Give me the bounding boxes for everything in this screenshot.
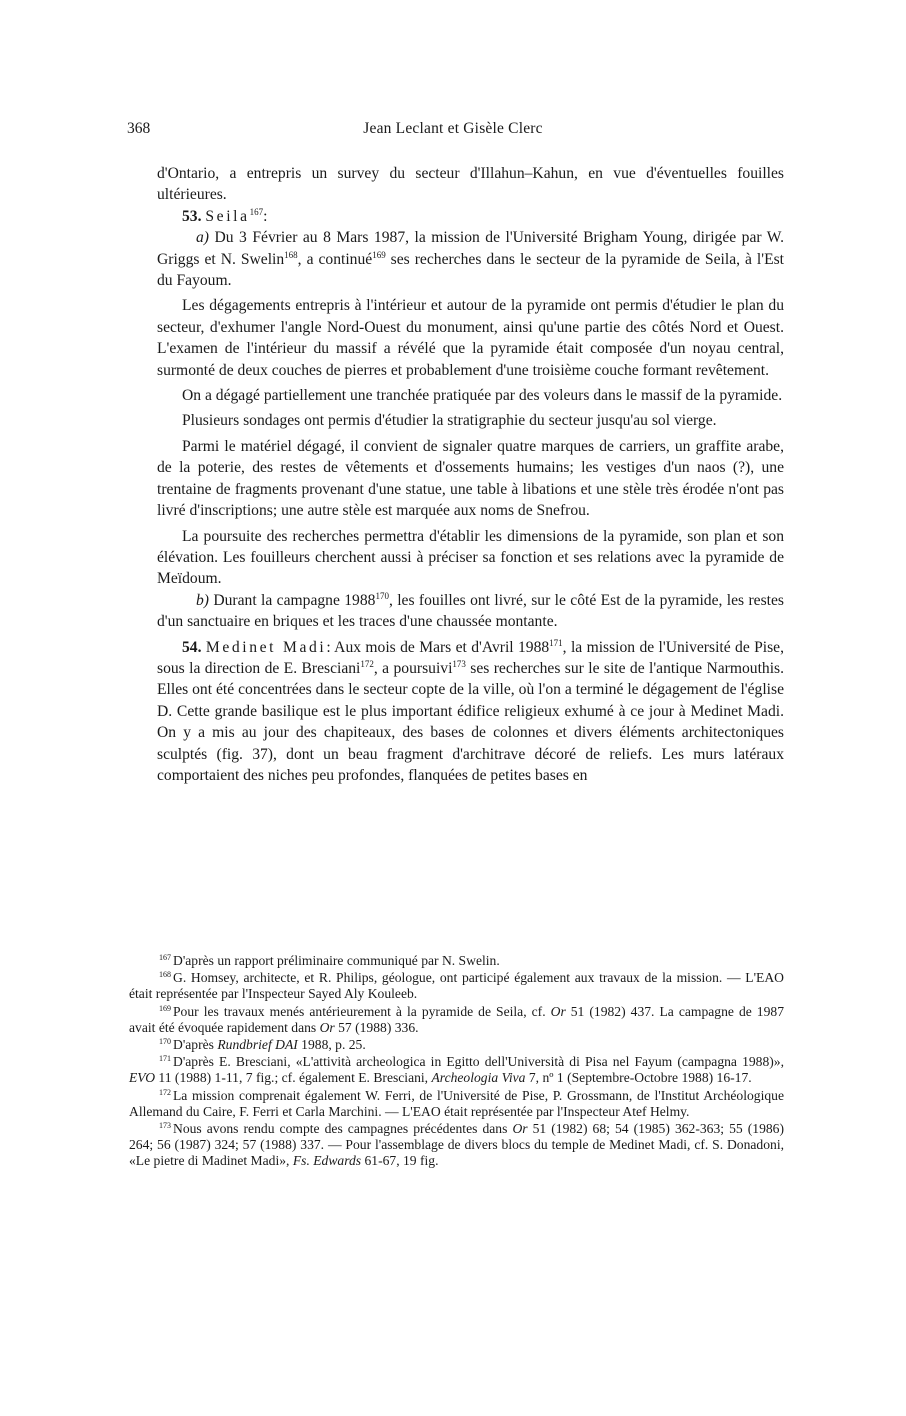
paragraph-53b-text-1: Durant la campagne 1988 bbox=[213, 591, 376, 609]
paragraph-tranchee: On a dégagé partiellement une tranchée pratiquée par des voleurs dans le massif de la pyramide. bbox=[182, 387, 783, 405]
footnote-171-text-2: 11 (1988) 1-11, 7 fig.; cf. également E. Bresciani, bbox=[155, 1070, 432, 1086]
paragraph-53a-text-1: Du 3 Février au 8 Mars 1987, la mission de l'Université Brigham Young, dirigée par W. Griggs et N. Swelin bbox=[157, 229, 784, 268]
paragraph-poursuite: La poursuite des recherches permettra d'établir les dimensions de la pyramide, son plan et son élévation. Les fouilleurs cherchent aussi à préciser sa fonction et ses relations avec la pyramide de Meïdoum. bbox=[157, 527, 784, 588]
footnote-171-text-1: D'après E. Bresciani, «L'attività archeologica in Egitto dell'Università di Pisa nel Fayum (campagna 1988)», bbox=[173, 1054, 784, 1070]
paragraph-materiel: Parmi le matériel dégagé, il convient de signaler quatre marques de carriers, un graffite arabe, de la poterie, des restes de vêtements et d'ossements humains; les vestiges d'un naos (?), une trentaine de fragments provenant d'une statue, une table à libations et une stèle très érodée n'ont pas livré d'inscriptions; une autre stèle est marquée aux noms de Snefrou. bbox=[157, 437, 784, 520]
section-54-number: 54. bbox=[182, 638, 202, 656]
running-head: Jean Leclant et Gisèle Clerc bbox=[363, 120, 543, 137]
paragraph-53a-text-2: , a continué bbox=[297, 250, 373, 268]
footnote-171-number: 171 bbox=[159, 1054, 171, 1064]
footnote-173 bbox=[129, 1121, 784, 1170]
footnote-169-journal-1: Or bbox=[550, 1003, 566, 1019]
footnote-167 bbox=[129, 953, 784, 969]
footnote-172-number: 172 bbox=[159, 1087, 171, 1097]
footnote-169-text-1: Pour les travaux menés antérieurement à la pyramide de Seila, cf. bbox=[173, 1003, 551, 1019]
page-number: 368 bbox=[127, 120, 151, 137]
footnote-172 bbox=[129, 1088, 784, 1120]
footnote-171-magazine: Archeologia Viva bbox=[431, 1070, 526, 1086]
footnote-169-journal-2: Or bbox=[319, 1019, 335, 1035]
item-b-letter: b) bbox=[196, 591, 209, 609]
footnote-171-text-3: 7, nº 1 (Septembre-Octobre 1988) 16-17. bbox=[525, 1070, 752, 1086]
section-53-number: 53. bbox=[182, 207, 202, 225]
section-54-text-1: : Aux mois de Mars et d'Avril 1988 bbox=[326, 638, 550, 656]
paragraph-degagements: Les dégagements entrepris à l'intérieur et autour de la pyramide ont permis d'étudier le plan du secteur, d'exhumer l'angle Nord-Ouest du monument, ainsi qu'une partie des côtés Nord et Ouest. L'examen de l'intérieur du massif a révélé que la pyramide était composée d'un noyau central, surmonté de deux couches de pierres et probablement d'une troisième couche formant revêtement. bbox=[157, 297, 784, 379]
footnote-173-journal: Or bbox=[512, 1121, 528, 1137]
section-54-text-2: , la mission de l'Université de Pise, sous la direction de E. Bresciani bbox=[157, 638, 785, 677]
item-a-letter: a) bbox=[196, 229, 209, 247]
paragraph-53b bbox=[157, 590, 784, 633]
footnote-173-text-1: Nous avons rendu compte des campagnes précédentes dans bbox=[173, 1121, 513, 1137]
footnote-ref-171: 171 bbox=[549, 637, 563, 648]
footnote-170-text-1: D'après bbox=[173, 1037, 218, 1053]
footnote-ref-169: 169 bbox=[372, 249, 386, 260]
footnote-171 bbox=[129, 1054, 784, 1086]
footnote-168 bbox=[129, 970, 784, 1002]
section-54-text-4: ses recherches sur le site de l'antique Narmouthis. Elles ont été concentrées dans le secteur copte de la ville, où l'on a terminé le dégagement de l'église D. Cette grande basilique est le plus important édifice religieux exhumé à ce jour à Medinet Madi. On y a mis au jour des chapiteaux, des bases de colonnes et divers éléments architectoniques sculptés (fig. 37), dont un beau fragment d'architrave décoré de reliefs. Les murs latéraux comportaient des niches peu profondes, flanquées de petites bases en bbox=[157, 659, 784, 784]
paragraph-53a-text-3: ses recherches dans le secteur de la pyramide de Seila, à l'Est du Fayoum. bbox=[157, 250, 784, 290]
footnote-170 bbox=[129, 1037, 784, 1053]
section-53-title: Seila bbox=[205, 207, 250, 225]
footnote-168-text: G. Homsey, architecte, et R. Philips, géologue, ont participé également aux travaux de la mission. — L'EAO était représentée par l'Inspecteur Sayed Aly Kouleeb. bbox=[129, 970, 784, 1002]
footnote-169-number: 169 bbox=[159, 1003, 171, 1013]
footnote-169 bbox=[129, 1004, 784, 1036]
footnote-167-text: D'après un rapport préliminaire communiqué par N. Swelin. bbox=[173, 953, 500, 968]
main-text bbox=[157, 163, 784, 786]
footnote-173-number: 173 bbox=[159, 1121, 171, 1131]
footnote-168-number: 168 bbox=[159, 970, 171, 980]
paragraph-sondages: Plusieurs sondages ont permis d'étudier la stratigraphie du secteur jusqu'au sol vierge. bbox=[182, 412, 717, 430]
section-53-colon: : bbox=[263, 207, 268, 225]
section-54-title: Medinet Madi bbox=[205, 638, 327, 656]
footnote-173-text-3: 61-67, 19 fig. bbox=[361, 1153, 439, 1169]
footnote-ref-167: 167 bbox=[249, 206, 264, 217]
section-54-text-3: , a poursuivi bbox=[373, 659, 453, 677]
footnote-169-text-2: 51 (1982) 437. La campagne de 1987 avait été évoquée rapidement dans bbox=[129, 1003, 784, 1035]
footnote-ref-172: 172 bbox=[360, 658, 374, 669]
footnote-172-text: La mission comprenait également W. Ferri, de l'Université de Pise, P. Grossmann, de l'Institut Archéologique Allemand du Caire, F. Ferri et Carla Marchini. — L'EAO était représentée par l'Inspecteur Atef Helmy. bbox=[129, 1087, 784, 1119]
footnotes bbox=[129, 953, 784, 1170]
footnote-ref-170: 170 bbox=[375, 590, 389, 601]
footnote-173-festschrift: Fs. Edwards bbox=[292, 1153, 362, 1169]
footnote-170-title: Rundbrief DAI bbox=[217, 1037, 298, 1053]
footnote-171-journal: EVO bbox=[129, 1070, 156, 1086]
footnote-ref-173: 173 bbox=[452, 658, 466, 669]
footnote-170-text-2: 1988, p. 25. bbox=[297, 1037, 366, 1053]
footnote-169-text-3: 57 (1988) 336. bbox=[334, 1019, 419, 1035]
section-53-heading bbox=[157, 206, 784, 227]
footnote-ref-168: 168 bbox=[284, 249, 298, 260]
footnote-173-text-2: 51 (1982) 68; 54 (1985) 362-363; 55 (1986) 264; 56 (1987) 324; 57 (1988) 337. — Pour l'assemblage de divers blocs du temple de Medinet Madi, cf. S. Donadoni, «Le pietre di Madinet Madi», bbox=[129, 1121, 784, 1169]
footnote-170-number: 170 bbox=[159, 1037, 171, 1047]
paragraph-ontario: d'Ontario, a entrepris un survey du secteur d'Illahun–Kahun, en vue d'éventuelles fouilles ultérieures. bbox=[157, 165, 784, 204]
paragraph-53b-text-2: , les fouilles ont livré, sur le côté Est de la pyramide, les restes d'un sanctuaire en briques et les traces d'une chaussée montante. bbox=[157, 591, 784, 631]
section-54 bbox=[157, 637, 784, 787]
paragraph-53a bbox=[157, 227, 784, 291]
footnote-167-number: 167 bbox=[159, 953, 171, 962]
